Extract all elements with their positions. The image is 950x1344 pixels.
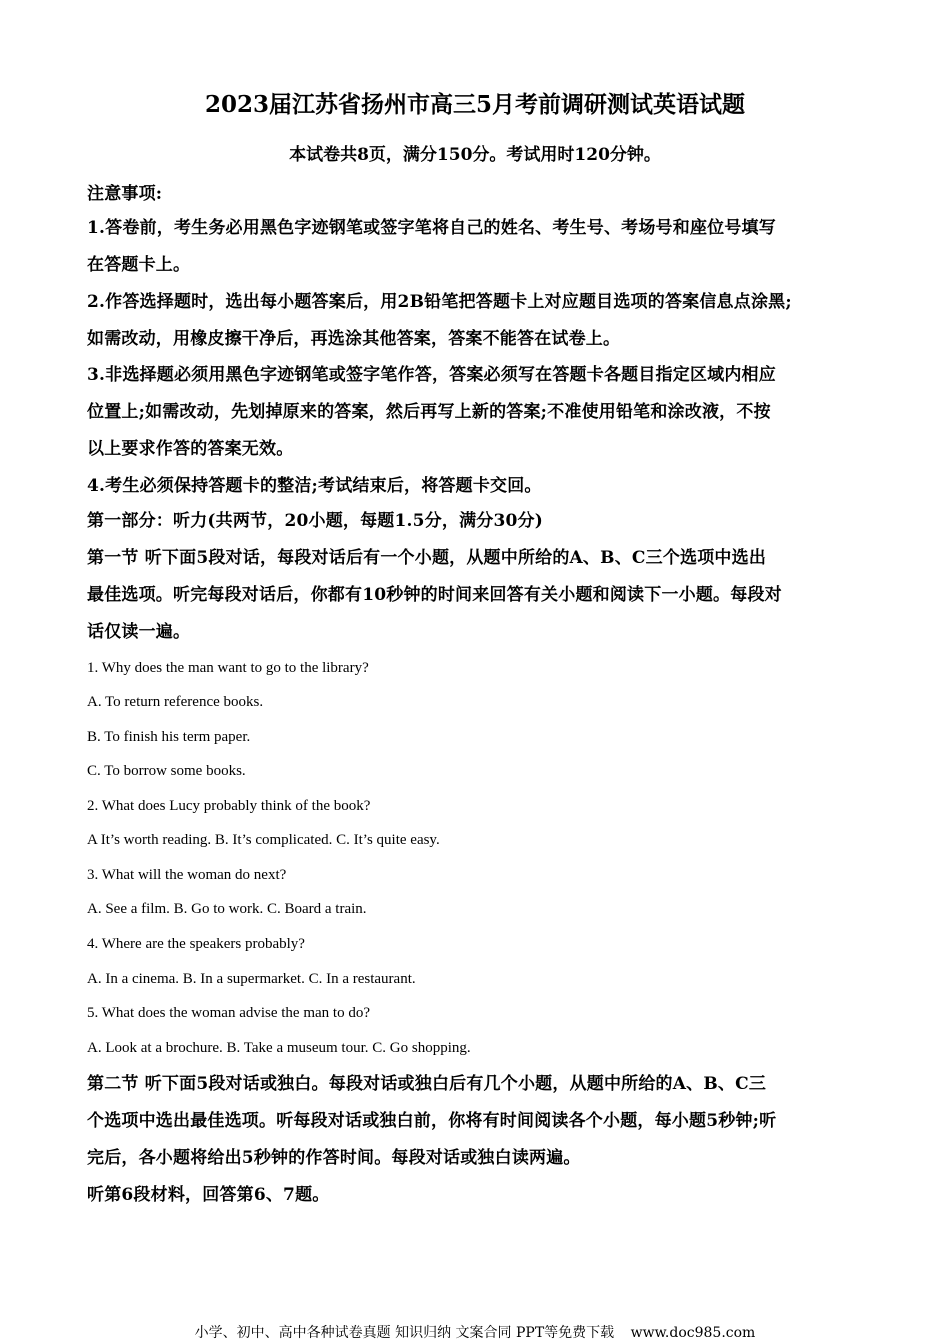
notice-heading: 注意事项:: [87, 184, 163, 204]
answer-option: B. To finish his term paper.: [87, 729, 251, 745]
section2-instruction: 个选项中选出最佳选项。听每段对话或独白前，你将有时间阅读各个小题，每小题5秒钟;听: [87, 1111, 777, 1131]
question-text: 2. What does Lucy probably think of the book?: [87, 798, 371, 814]
section2-instruction: 第二节 听下面5段对话或独白。每段对话或独白后有几个小题，从题中所给的A、B、C三: [87, 1074, 767, 1094]
material-6-heading: 听第6段材料，回答第6、7题。: [87, 1185, 330, 1205]
page-title: 2023届江苏省扬州市高三5月考前调研测试英语试题: [204, 91, 746, 118]
part1-heading: 第一部分：听力(共两节，20小题，每题1.5分，满分30分): [87, 511, 543, 531]
notice-line: 3.非选择题必须用黑色字迹钢笔或签字笔作答，答案必须写在答题卡各题目指定区域内相应: [87, 365, 776, 385]
notice-line: 位置上;如需改动，先划掉原来的答案，然后再写上新的答案;不准使用铅笔和涂改液，不按: [87, 402, 771, 422]
notice-line: 在答题卡上。: [87, 255, 191, 275]
question-text: 4. Where are the speakers probably?: [87, 936, 305, 952]
answer-option: C. To borrow some books.: [87, 763, 246, 779]
question-text: 5. What does the woman advise the man to do?: [87, 1005, 370, 1021]
exam-info: 本试卷共8页，满分150分。考试用时120分钟。: [289, 145, 661, 165]
section1-instruction: 话仅读一遍。: [87, 622, 191, 642]
section1-instruction: 第一节 听下面5段对话，每段对话后有一个小题，从题中所给的A、B、C三个选项中选出: [87, 548, 767, 568]
footer-url: www.doc985.com: [630, 1325, 756, 1341]
notice-line: 1.答卷前，考生务必用黑色字迹钢笔或签字笔将自己的姓名、考生号、考场号和座位号填写: [87, 218, 776, 238]
notice-line: 如需改动，用橡皮擦干净后，再选涂其他答案，答案不能答在试卷上。: [87, 329, 621, 349]
page-footer: [0, 1323, 950, 1343]
answer-options: A. In a cinema. B. In a supermarket. C. In a restaurant.: [87, 971, 416, 987]
question-text: 1. Why does the man want to go to the library?: [87, 660, 369, 676]
section1-instruction: 最佳选项。听完每段对话后，你都有10秒钟的时间来回答有关小题和阅读下一小题。每段对: [87, 585, 782, 605]
answer-options: A. See a film. B. Go to work. C. Board a train.: [87, 901, 367, 917]
notice-line: 4.考生必须保持答题卡的整洁;考试结束后，将答题卡交回。: [87, 476, 542, 496]
answer-option: A. To return reference books.: [87, 694, 264, 710]
section2-instruction: 完后，各小题将给出5秒钟的作答时间。每段对话或独白读两遍。: [87, 1148, 581, 1168]
notice-line: 以上要求作答的答案无效。: [87, 439, 294, 459]
question-text: 3. What will the woman do next?: [87, 867, 287, 883]
answer-options: A. Look at a brochure. B. Take a museum tour. C. Go shopping.: [87, 1040, 471, 1056]
notice-line: 2.作答选择题时，选出每小题答案后，用2B铅笔把答题卡上对应题目选项的答案信息点涂黑;: [87, 292, 792, 312]
answer-options: A It’s worth reading. B. It’s complicated. C. It’s quite easy.: [87, 832, 440, 848]
footer-text: 小学、初中、高中各种试卷真题 知识归纳 文案合同 PPT等免费下载: [194, 1325, 615, 1341]
